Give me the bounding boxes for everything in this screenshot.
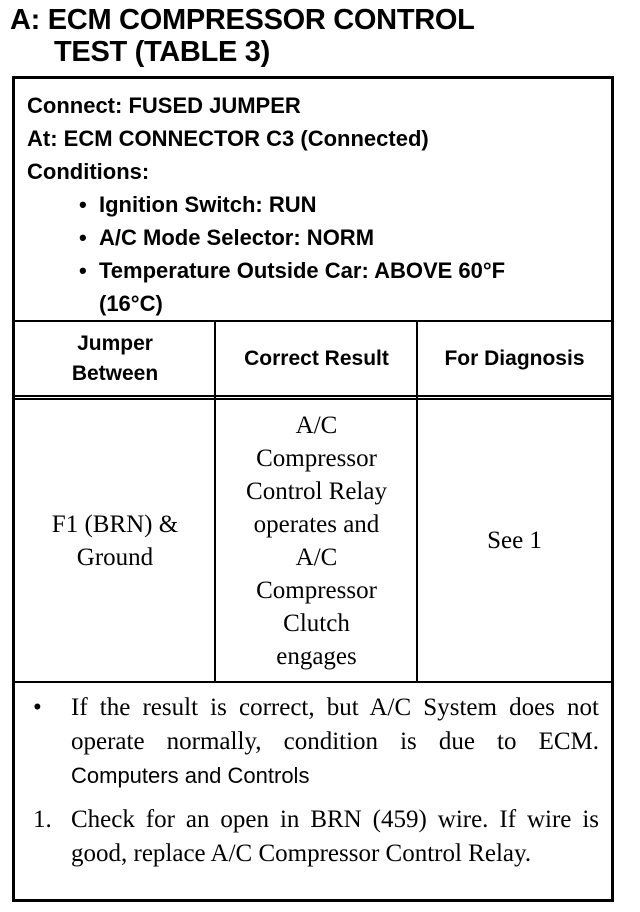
test-table-box xyxy=(12,76,614,902)
condition-item-continuation: (16°C) xyxy=(99,291,163,316)
notes-section xyxy=(15,683,611,899)
bullet-icon: • xyxy=(33,694,42,721)
header-for-diagnosis: For Diagnosis xyxy=(444,346,585,370)
cell-correct-result: A/C Compressor Control Relay operates and A/C Compressor Clutch engages xyxy=(246,411,387,670)
title-line-2: TEST (TABLE 3) xyxy=(54,36,270,68)
page-title xyxy=(10,4,630,68)
cell-diagnosis: See 1 xyxy=(487,526,542,554)
bullet-icon: • xyxy=(79,225,87,250)
title-line-1: A: ECM COMPRESSOR CONTROL xyxy=(10,4,475,36)
header-jumper-between: Jumper Between xyxy=(71,331,159,385)
condition-item: • A/C Mode Selector: NORM xyxy=(79,221,611,254)
conditions-label: Conditions: xyxy=(27,159,150,184)
header-correct-result: Correct Result xyxy=(244,346,389,370)
bullet-icon: • xyxy=(79,192,87,217)
condition-item: • Temperature Outside Car: ABOVE 60°F xyxy=(79,254,611,287)
note-number: 1. xyxy=(33,806,52,833)
condition-item: • Ignition Switch: RUN xyxy=(79,188,611,221)
bullet-icon: • xyxy=(79,258,87,283)
setup-conditions xyxy=(15,79,611,322)
note-reference: Computers and Controls xyxy=(71,763,310,788)
table-row xyxy=(15,400,611,683)
table-header xyxy=(15,322,611,400)
at-line: At: ECM CONNECTOR C3 (Connected) xyxy=(27,126,429,151)
note-text: Check for an open in BRN (459) wire. If wire is good, replace A/C Compressor Control Relay. xyxy=(71,806,599,867)
note-text: If the result is correct, but A/C System does not operate normally, condition is due to ECM. xyxy=(71,694,599,755)
cell-jumper: F1 (BRN) & Ground xyxy=(51,510,179,571)
conditions-list xyxy=(27,188,611,320)
connect-line: Connect: FUSED JUMPER xyxy=(27,93,301,118)
